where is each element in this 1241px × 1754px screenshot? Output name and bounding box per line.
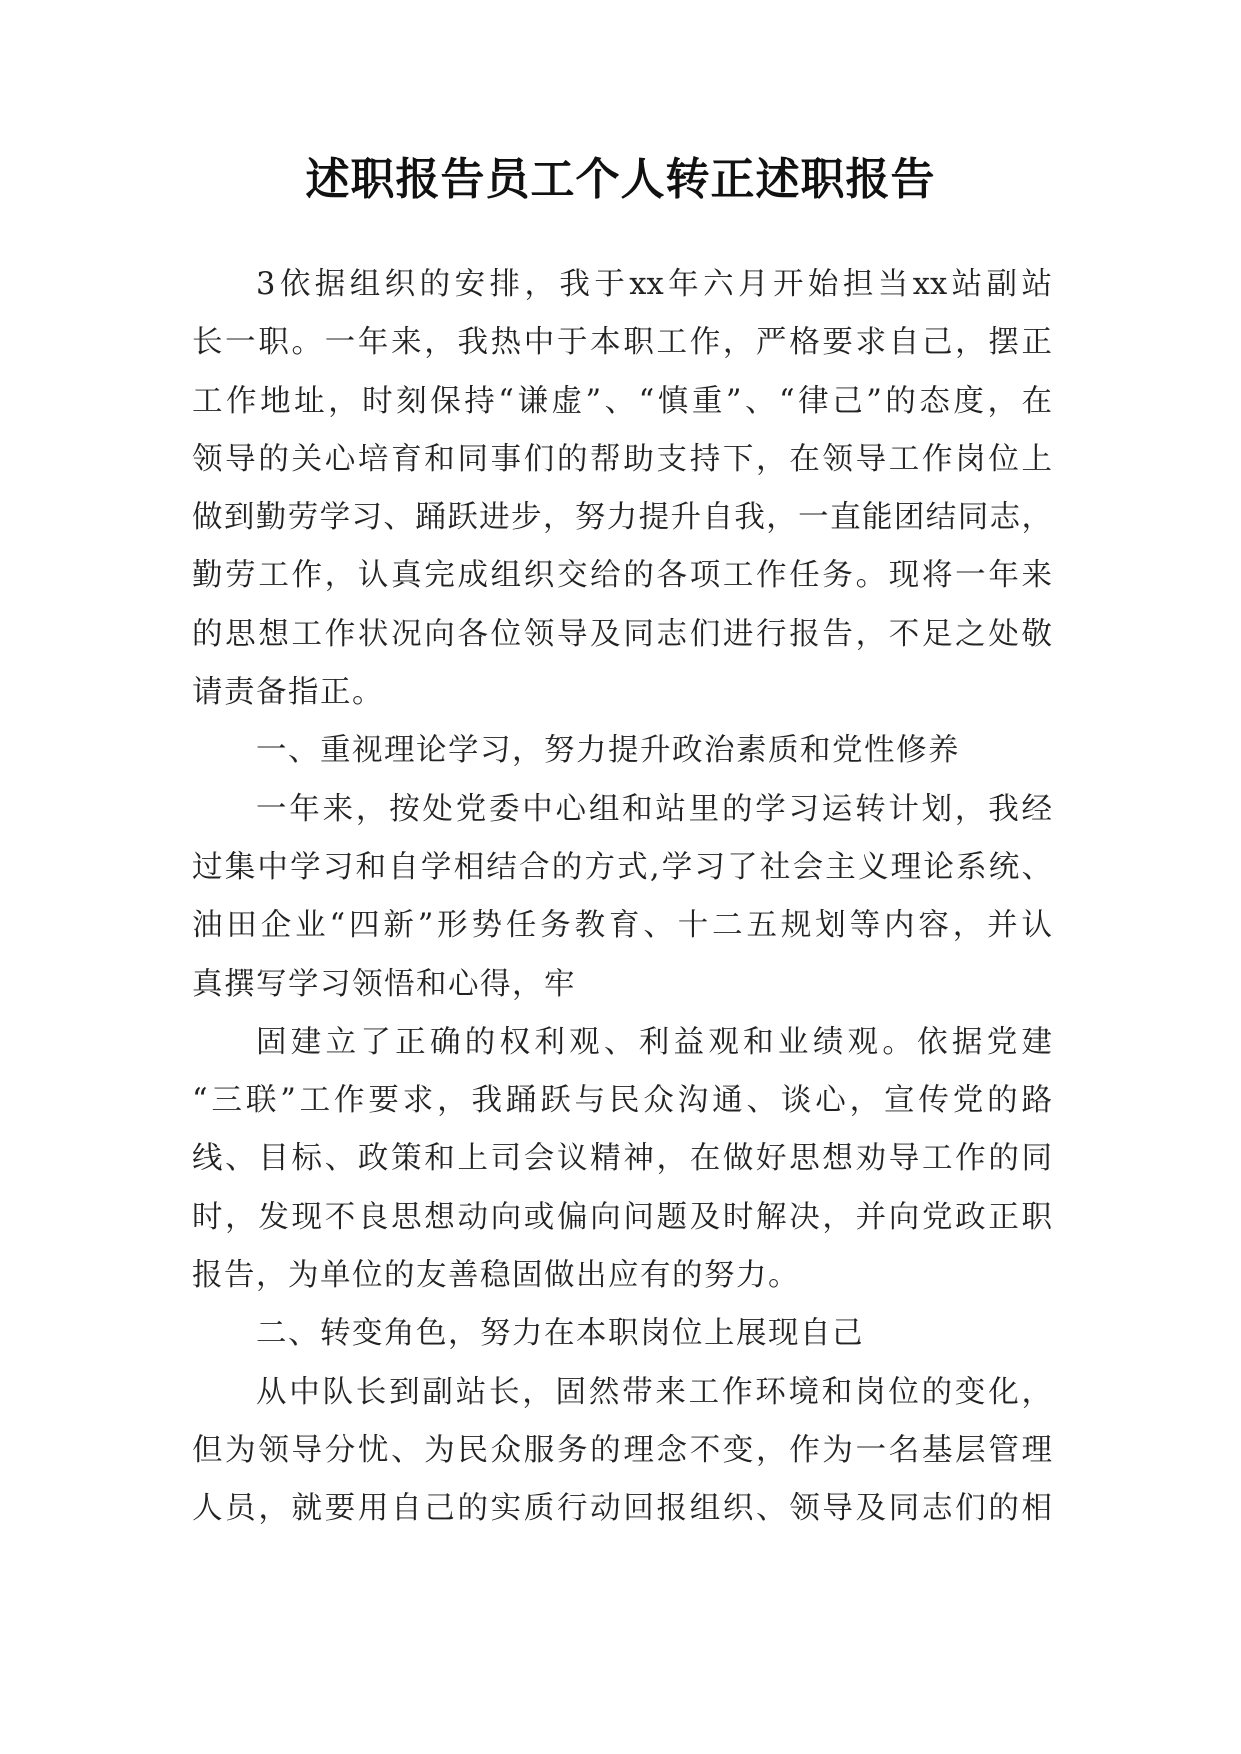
text-line: 领导的关心培育和同事们的帮助支持下，在领导工作岗位上 [192,441,1052,477]
text-line: 3依据组织的安排，我于xx年六月开始担当xx站副站 [256,267,1052,302]
text-line: “三联”工作要求，我踊跃与民众沟通、谈心，宣传党的路 [192,1083,1052,1119]
text-line: 油田企业“四新”形势任务教育、十二五规划等内容，并认 [192,908,1052,944]
text-line: 报告，为单位的友善稳固做出应有的努力。 [192,1258,800,1294]
text-line: 过集中学习和自学相结合的方式,学习了社会主义理论系统、 [192,849,1052,885]
text-line: 勤劳工作，认真完成组织交给的各项工作任务。现将一年来 [192,558,1052,594]
document-title: 述职报告员工个人转正述职报告 [305,154,936,205]
document-body [192,256,1052,1539]
section-heading: 二、转变角色，努力在本职岗位上展现自己 [256,1316,864,1352]
text-line: 固建立了正确的权利观、利益观和业绩观。依据党建 [256,1024,1052,1060]
text-line: 的思想工作状况向各位领导及同志们进行报告，不足之处敬 [192,616,1052,652]
text-line: 工作地址，时刻保持“谦虚”、“慎重”、“律己”的态度，在 [192,383,1052,419]
text-line: 请责备指正。 [192,675,384,711]
text-line: 时，发现不良思想动向或偏向问题及时解决，并向党政正职 [192,1199,1052,1235]
text-line: 一年来，按处党委中心组和站里的学习运转计划，我经 [256,791,1052,827]
section-heading: 一、重视理论学习，努力提升政治素质和党性修养 [256,733,960,769]
text-line: 做到勤劳学习、踊跃进步，努力提升自我，一直能团结同志， [192,500,1052,536]
text-line: 线、目标、政策和上司会议精神，在做好思想劝导工作的同 [192,1141,1052,1177]
text-line: 从中队长到副站长，固然带来工作环境和岗位的变化， [256,1374,1052,1410]
text-line: 但为领导分忧、为民众服务的理念不变，作为一名基层管理 [192,1432,1052,1468]
text-line: 真撰写学习领悟和心得，牢 [192,966,576,1002]
text-line: 长一职。一年来，我热中于本职工作，严格要求自己，摆正 [192,325,1052,361]
text-line: 人员，就要用自己的实质行动回报组织、领导及同志们的相 [192,1491,1052,1527]
